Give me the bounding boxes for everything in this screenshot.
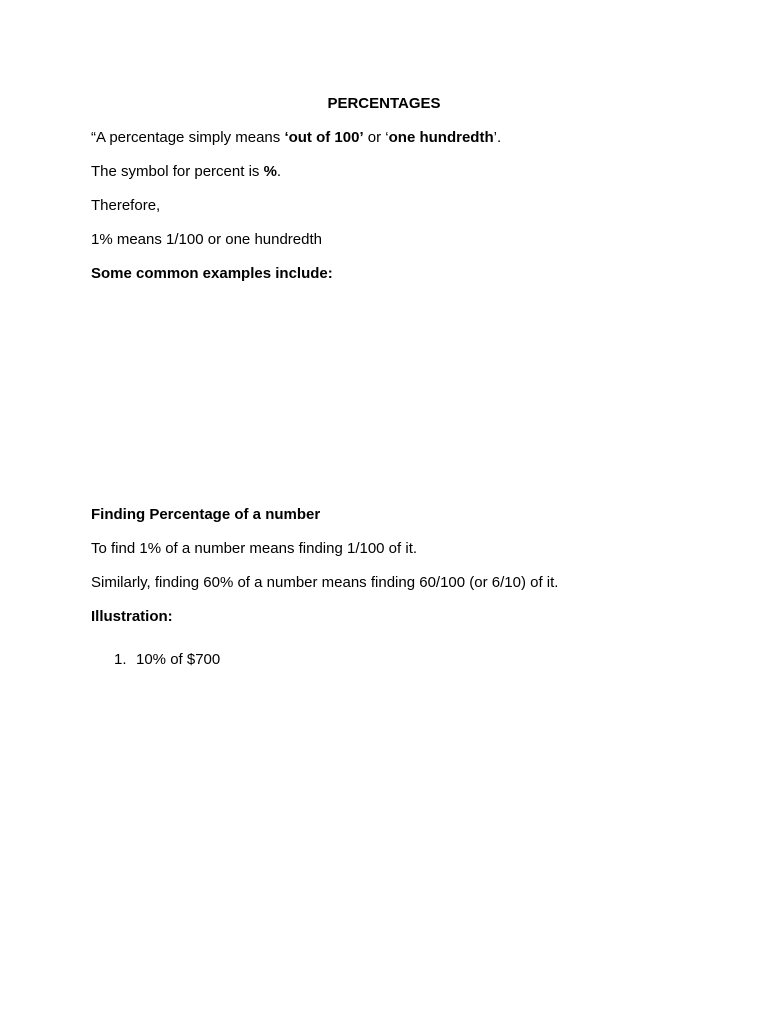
find-one-percent-paragraph: To find 1% of a number means finding 1/100 of it. [91,540,418,557]
page-title: PERCENTAGES [327,95,441,112]
symbol-suffix: . [276,163,282,180]
definition-bold-out-of-100: ‘out of 100’ [284,129,364,146]
finding-heading: Finding Percentage of a number [91,506,321,523]
definition-prefix: “A percentage simply means [91,129,285,146]
examples-heading: Some common examples include: [91,265,333,282]
therefore-paragraph: Therefore, [91,197,161,214]
definition-suffix: ’. [493,129,502,146]
definition-bold-one-hundredth: one hundredth [388,129,494,146]
symbol-paragraph [91,162,281,182]
definition-paragraph [91,128,501,148]
similarly-paragraph: Similarly, finding 60% of a number means finding 60/100 (or 6/10) of it. [91,574,559,591]
symbol-bold: % [263,163,277,180]
list-item-number: 1. [114,651,127,668]
definition-middle: or ‘ [363,129,389,146]
one-percent-paragraph: 1% means 1/100 or one hundredth [91,231,322,248]
symbol-prefix: The symbol for percent is [91,163,264,180]
list-item-text: 10% of $700 [136,651,221,668]
list-item [114,650,220,670]
illustration-heading: Illustration: [91,608,173,625]
